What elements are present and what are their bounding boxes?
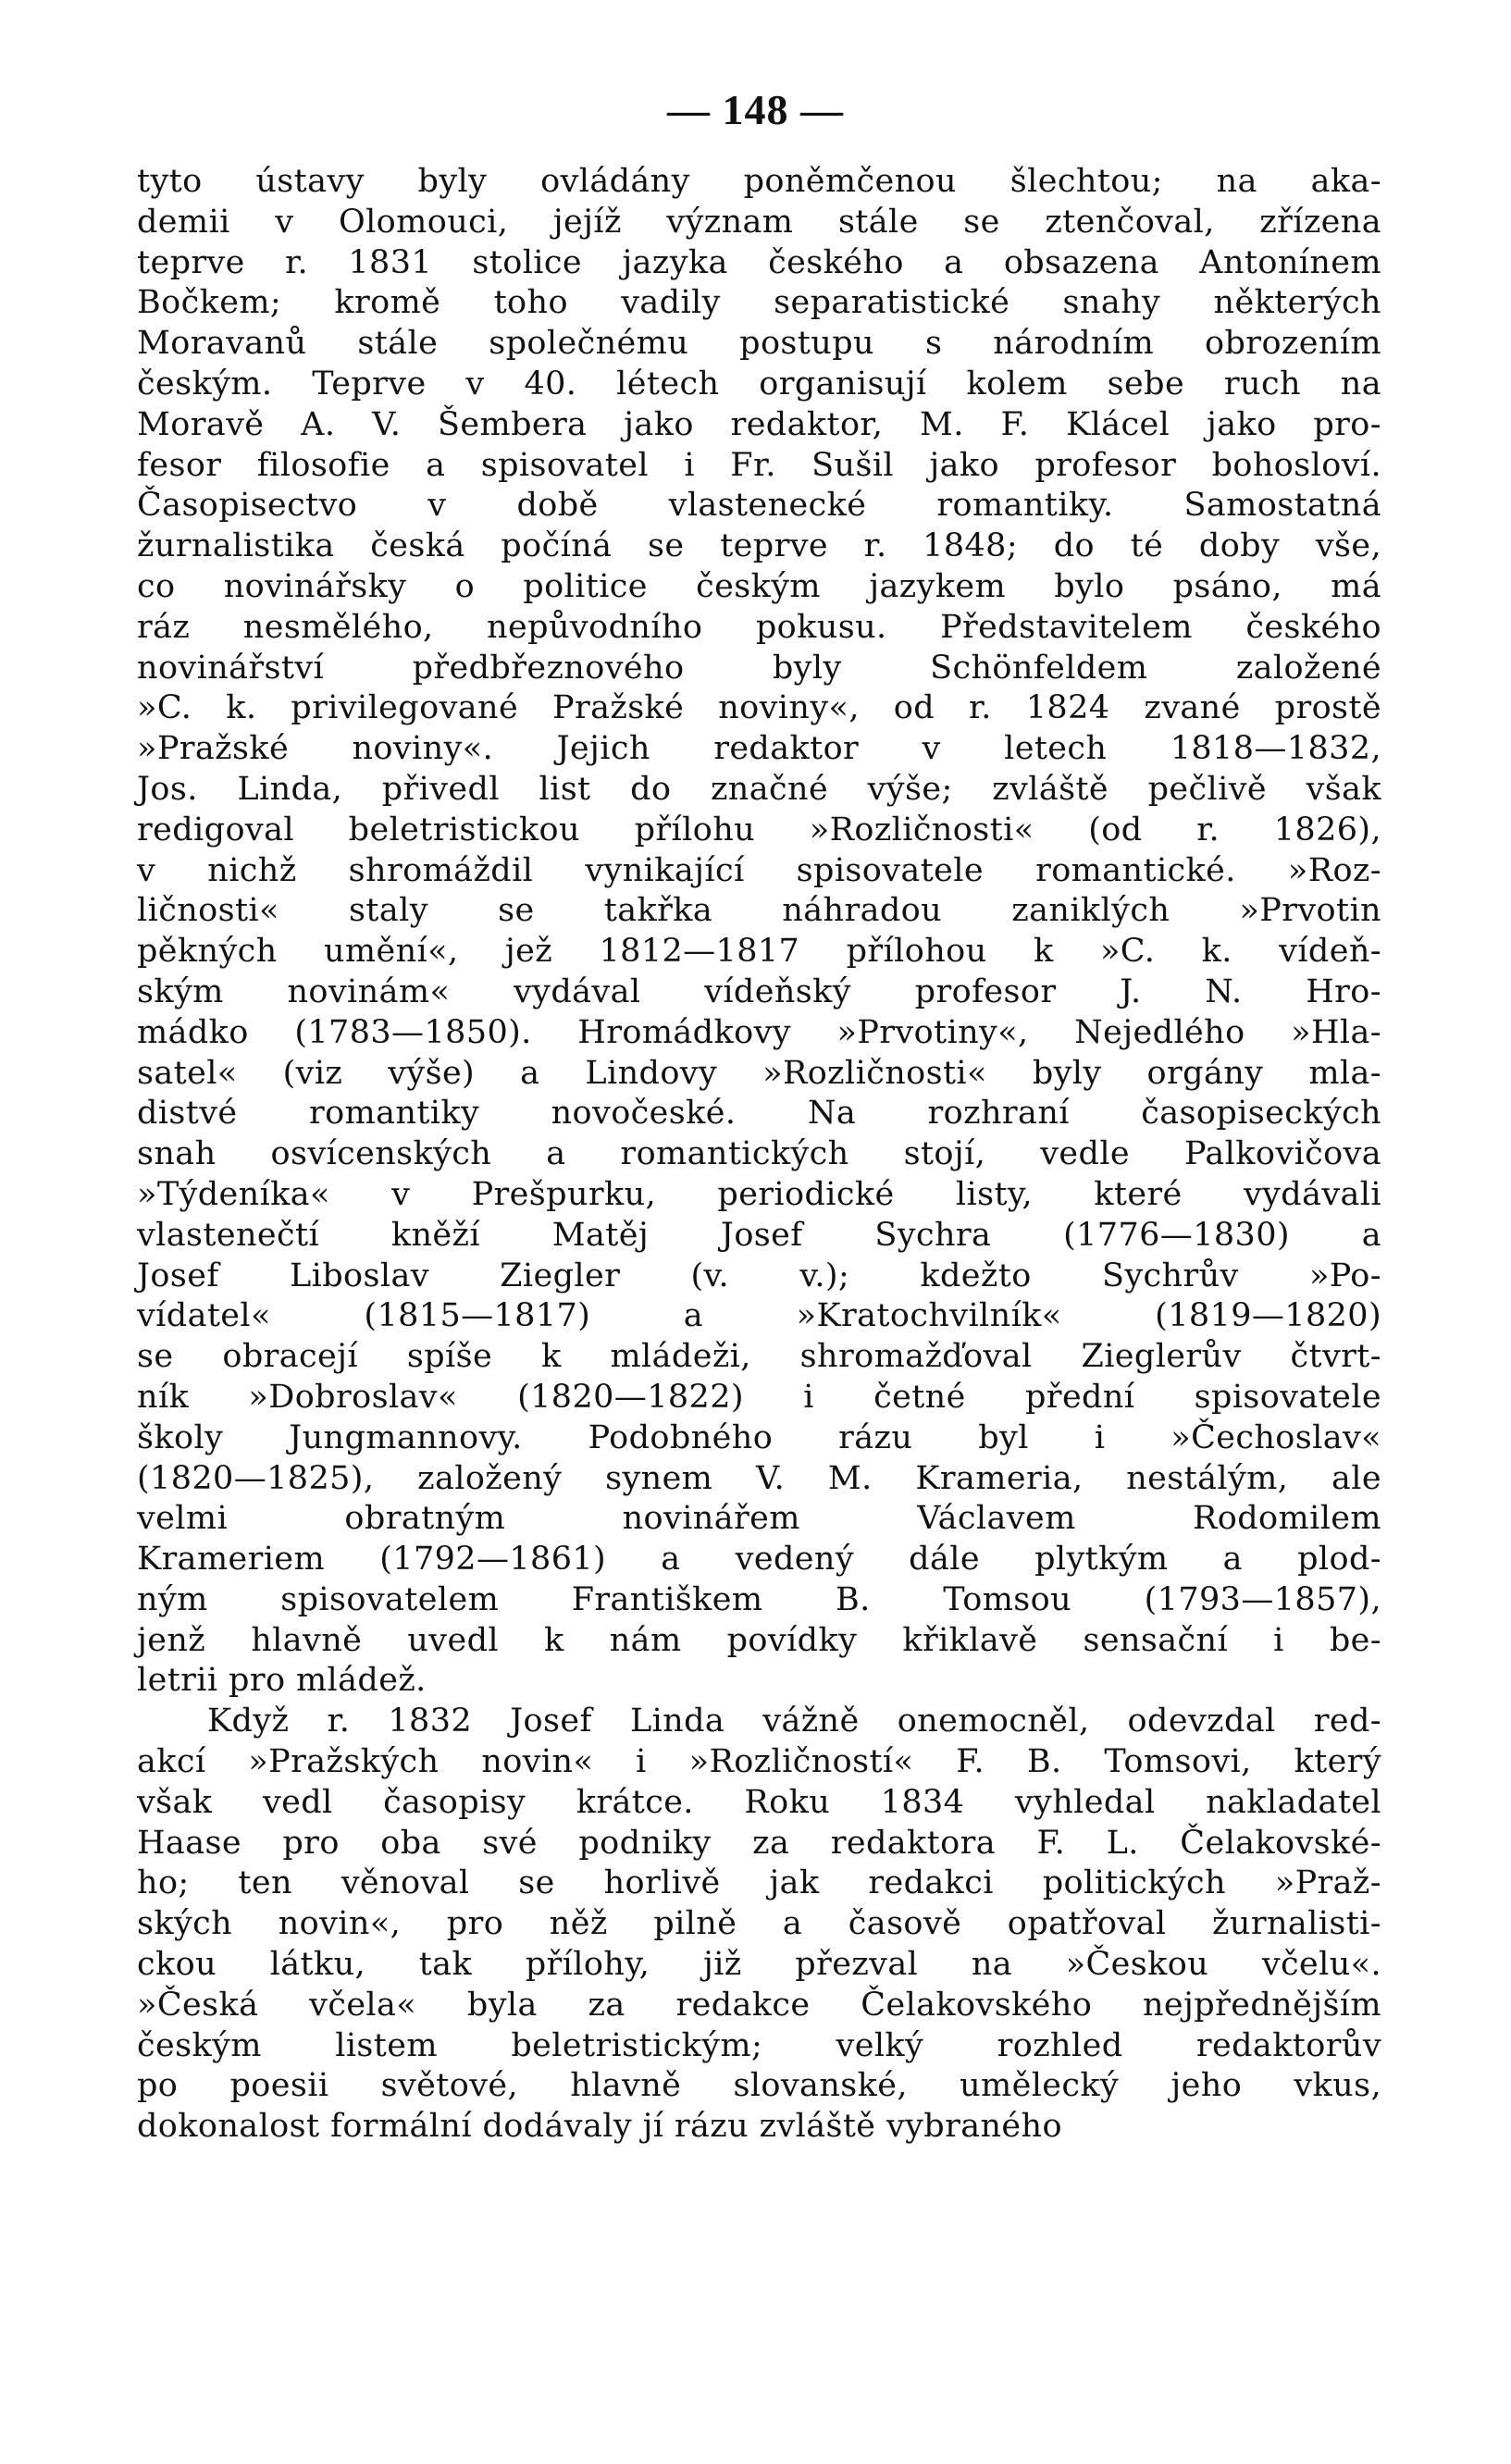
text-line: školy Jungmannovy. Podobného rázu byl i »Čechoslav«	[137, 1418, 1381, 1456]
text-line: letrii pro mládež.	[137, 1662, 427, 1700]
text-line: ličnosti« staly se takřka náhradou zaniklých »Prvotin	[137, 892, 1381, 930]
text-line: dokonalost formální dodávaly jí rázu zvláště vybraného	[137, 2108, 1062, 2146]
text-line: akcí »Pražských novin« i »Rozličností« F. B. Tomsovi, který	[137, 1743, 1381, 1781]
section-heading-line: Časopisectvo v době vlastenecké romantiky. Samostatná	[137, 487, 1381, 525]
text-line: se obracejí spíše k mládeži, shromažďoval Zieglerův čtvrt-	[137, 1338, 1381, 1376]
text-line: ho; ten věnoval se horlivě jak redakci politických »Praž-	[137, 1864, 1381, 1902]
page-number: — 148 —	[667, 86, 844, 133]
text-line: českým listem beletristickým; velký rozhled redaktorův	[137, 2026, 1381, 2064]
text-line: ráz nesmělého, nepůvodního pokusu. Představitelem českého	[137, 608, 1381, 646]
text-line: »Pražské noviny«. Jejich redaktor v letech 1818—1832,	[137, 730, 1381, 768]
text-line: žurnalistika česká počíná se teprve r. 1848; do té doby vše,	[137, 527, 1381, 565]
text-line: po poesii světové, hlavně slovanské, umělecký jeho vkus,	[137, 2067, 1381, 2105]
text-line: Moravanů stále společnému postupu s národním obrozením	[137, 325, 1381, 363]
text-line: teprve r. 1831 stolice jazyka českého a obsazena Antonínem	[137, 243, 1381, 281]
text-line: ským novinám« vydával vídeňský profesor J. N. Hro-	[137, 972, 1381, 1010]
text-line: Jos. Linda, přivedl list do značné výše; zvláště pečlivě však	[137, 770, 1381, 808]
text-line: českým. Teprve v 40. létech organisují kolem sebe ruch na	[137, 365, 1381, 402]
text-line: ckou látku, tak přílohy, již přezval na »Českou včelu«.	[137, 1946, 1381, 1984]
text-line: Krameriem (1792—1861) a vedený dále plytkým a plod-	[137, 1541, 1381, 1579]
text-line: Josef Liboslav Ziegler (v. v.); kdežto Sychrův »Po-	[137, 1257, 1381, 1294]
text-line: ník »Dobroslav« (1820—1822) i četné přední spisovatele	[137, 1378, 1381, 1416]
text-line: Bočkem; kromě toho vadily separatistické snahy některých	[137, 284, 1381, 322]
text-line: Když r. 1832 Josef Linda vážně onemocněl, odevzdal red-	[207, 1703, 1381, 1740]
text-line: v nichž shromáždil vynikající spisovatele romantické. »Roz-	[137, 851, 1381, 889]
text-line: pěkných umění«, jež 1812—1817 přílohou k »C. k. vídeň-	[137, 933, 1381, 971]
text-line: velmi obratným novinářem Václavem Rodomilem	[137, 1500, 1381, 1538]
text-line: »C. k. privilegované Pražské noviny«, od r. 1824 zvané prostě	[137, 689, 1381, 727]
text-line: Moravě A. V. Šembera jako redaktor, M. F. Klácel jako pro-	[137, 405, 1381, 443]
text-line: Haase pro oba své podniky za redaktora F. L. Čelakovské-	[137, 1824, 1381, 1862]
text-line: distvé romantiky novočeské. Na rozhraní časopiseckých	[137, 1095, 1381, 1133]
text-line: snah osvícenských a romantických stojí, vedle Palkovičova	[137, 1135, 1381, 1173]
text-line: vídatel« (1815—1817) a »Kratochvilník« (1819—1820)	[137, 1297, 1381, 1335]
text-line: tyto ústavy byly ovládány poněmčenou šlechtou; na aka-	[137, 163, 1381, 200]
text-line: co novinářsky o politice českým jazykem bylo psáno, má	[137, 567, 1381, 605]
text-line: redigoval beletristickou přílohu »Rozličnosti« (od r. 1826),	[137, 811, 1381, 848]
text-line: »Česká včela« byla za redakce Čelakovského nejpřednějším	[137, 1986, 1381, 2024]
text-line: ských novin«, pro něž pilně a časově opatřoval žurnalisti-	[137, 1905, 1381, 1943]
text-line: demii v Olomouci, jejíž význam stále se ztenčoval, zřízena	[137, 203, 1381, 241]
text-line: novinářství předbřeznového byly Schönfeldem založené	[137, 649, 1381, 687]
text-line: satel« (viz výše) a Lindovy »Rozličnosti« byly orgány mla-	[137, 1054, 1381, 1092]
text-line: (1820—1825), založený synem V. M. Krameria, nestálým, ale	[137, 1459, 1381, 1497]
text-line: však vedl časopisy krátce. Roku 1834 vyhledal nakladatel	[137, 1783, 1381, 1821]
text-line: jenž hlavně uvedl k nám povídky křiklavě sensační i be-	[137, 1621, 1381, 1659]
text-line: vlastenečtí kněží Matěj Josef Sychra (1776—1830) a	[137, 1216, 1381, 1254]
text-line: fesor filosofie a spisovatel i Fr. Sušil jako profesor bohosloví.	[137, 446, 1381, 484]
text-line: ným spisovatelem Františkem B. Tomsou (1793—1857),	[137, 1580, 1381, 1618]
text-line: »Týdeníka« v Prešpurku, periodické listy, které vydávali	[137, 1175, 1381, 1213]
text-line: mádko (1783—1850). Hromádkovy »Prvotiny«, Nejedlého »Hla-	[137, 1013, 1381, 1051]
body-text	[137, 162, 1381, 2148]
